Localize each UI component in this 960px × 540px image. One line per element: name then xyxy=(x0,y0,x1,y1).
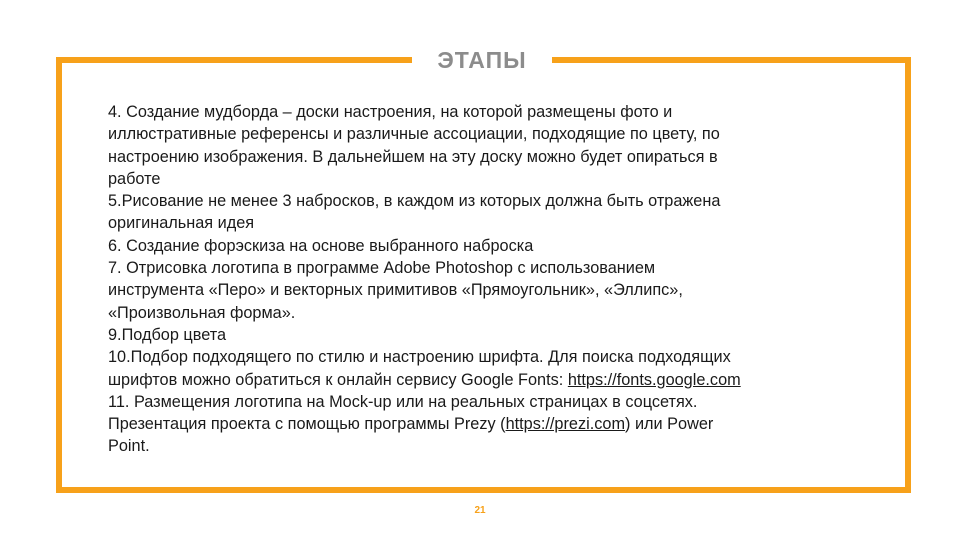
text-line: Point. xyxy=(108,437,150,456)
text-line: 9.Подбор цвета xyxy=(108,325,227,344)
text-line: инструмента «Перо» и векторных примитивов «Прямоугольник», «Эллипс», xyxy=(108,281,683,300)
text-line: оригинальная идея xyxy=(108,214,255,233)
slide-title: ЭТАПЫ xyxy=(437,47,527,73)
text-line: работе xyxy=(108,169,161,188)
text-line-with-link xyxy=(108,413,868,435)
stages-text xyxy=(108,101,868,458)
fonts-line-prefix: шрифтов можно обратиться к онлайн сервису Google Fonts: xyxy=(108,370,568,389)
text-line: 10.Подбор подходящего по стилю и настроению шрифта. Для поиска подходящих xyxy=(108,348,731,367)
text-line: 4. Создание мудборда – доски настроения, на которой размещены фото и xyxy=(108,103,673,121)
text-line: иллюстративные референсы и различные ассоциации, подходящие по цвету, по xyxy=(108,125,720,144)
text-line: 7. Отрисовка логотипа в программе Adobe Photoshop с использованием xyxy=(108,259,656,278)
text-line: настроению изображения. В дальнейшем на эту доску можно будет опираться в xyxy=(108,147,718,166)
prezi-link[interactable]: https://prezi.com xyxy=(505,415,626,434)
text-line-with-link xyxy=(108,369,868,391)
page-number: 21 xyxy=(474,505,486,516)
prezy-line-suffix: ) или Power xyxy=(625,415,714,434)
prezy-line-prefix: Презентация проекта с помощью программы Prezy ( xyxy=(108,415,506,434)
text-line: «Произвольная форма». xyxy=(108,303,296,322)
text-line: 6. Создание форэскиза на основе выбранного наброска xyxy=(108,236,534,255)
google-fonts-link[interactable]: https://fonts.google.com xyxy=(567,370,741,389)
text-line: 11. Размещения логотипа на Mock-up или на реальных страницах в соцсетях. xyxy=(108,392,698,411)
text-line: 5.Рисование не менее 3 набросков, в каждом из которых должна быть отражена xyxy=(108,192,721,211)
